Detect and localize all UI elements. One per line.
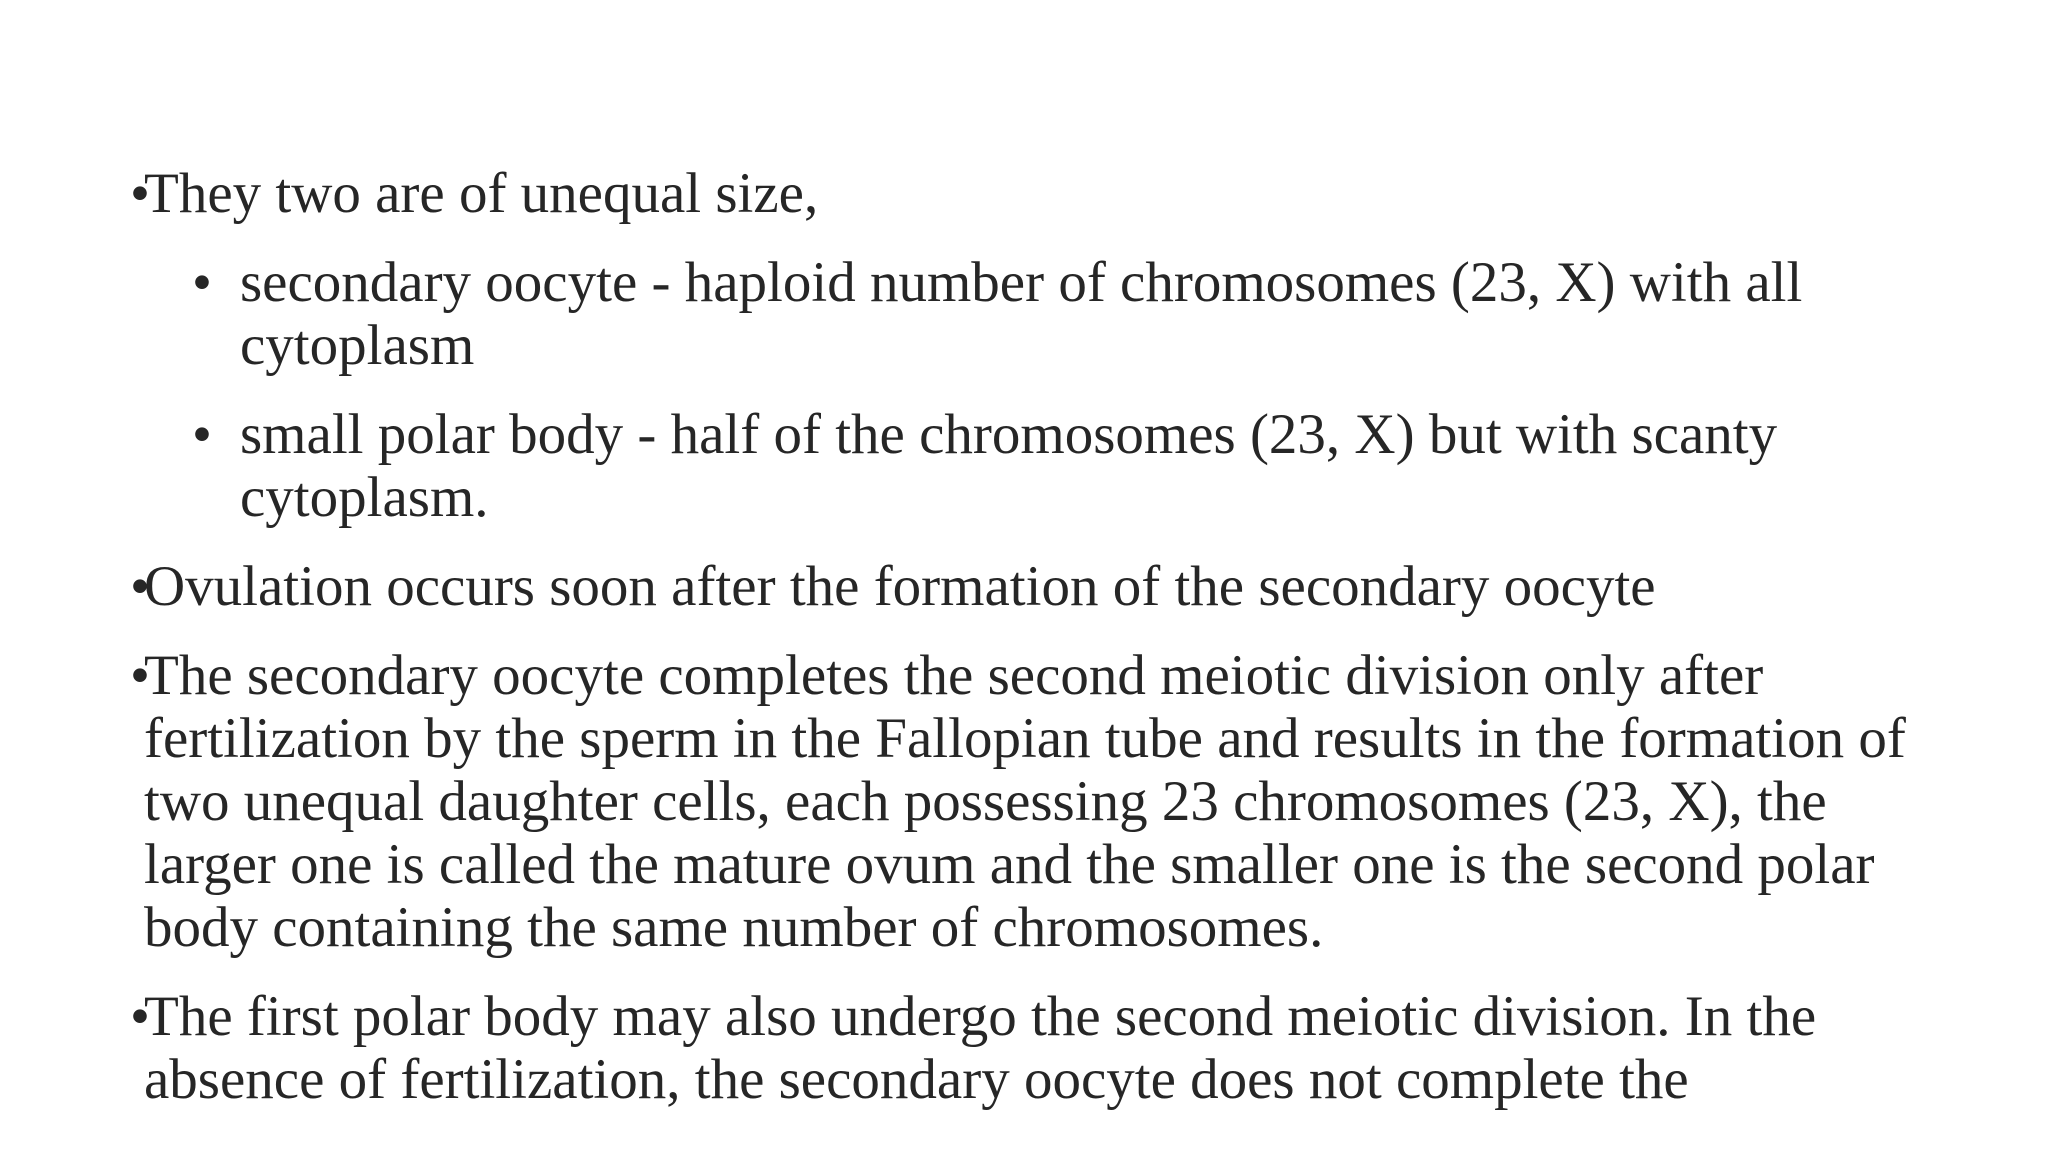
bullet-point-first-polar-body (130, 985, 1950, 1111)
bullet-point-ovulation (130, 555, 1950, 618)
bullet-text: They two are of unequal size, (144, 162, 819, 225)
sub-bullet-dot: • (192, 251, 212, 314)
sub-bullet-text: secondary oocyte - haploid number of chromosomes (23, X) with all cytoplasm (240, 251, 1803, 377)
slide-body (130, 162, 1950, 1137)
bullet-dot: • (130, 162, 150, 225)
bullet-dot: • (130, 555, 150, 618)
bullet-dot: • (130, 985, 150, 1048)
bullet-point-second-meiotic-division (130, 644, 1950, 959)
sub-bullet-polar-body (130, 403, 1950, 529)
sub-bullet-dot: • (192, 403, 212, 466)
bullet-point-unequal-size (130, 162, 1950, 225)
bullet-text: The secondary oocyte completes the second meiotic division only after fertilization by the sperm in the Fallopian tube and results in the formation of two unequal daughter cells, each possessing 23 chromosomes (23, X), the larger one is called the mature ovum and the smaller one is the second polar body containing the same number of chromosomes. (144, 644, 1906, 959)
sub-bullet-secondary-oocyte (130, 251, 1950, 377)
bullet-dot: • (130, 644, 150, 707)
bullet-text: The first polar body may also undergo the second meiotic division. In the absence of fertilization, the secondary oocyte does not complete the (144, 985, 1817, 1111)
bullet-text: Ovulation occurs soon after the formation of the secondary oocyte (144, 555, 1656, 618)
sub-bullet-text: small polar body - half of the chromosomes (23, X) but with scanty cytoplasm. (240, 403, 1778, 529)
